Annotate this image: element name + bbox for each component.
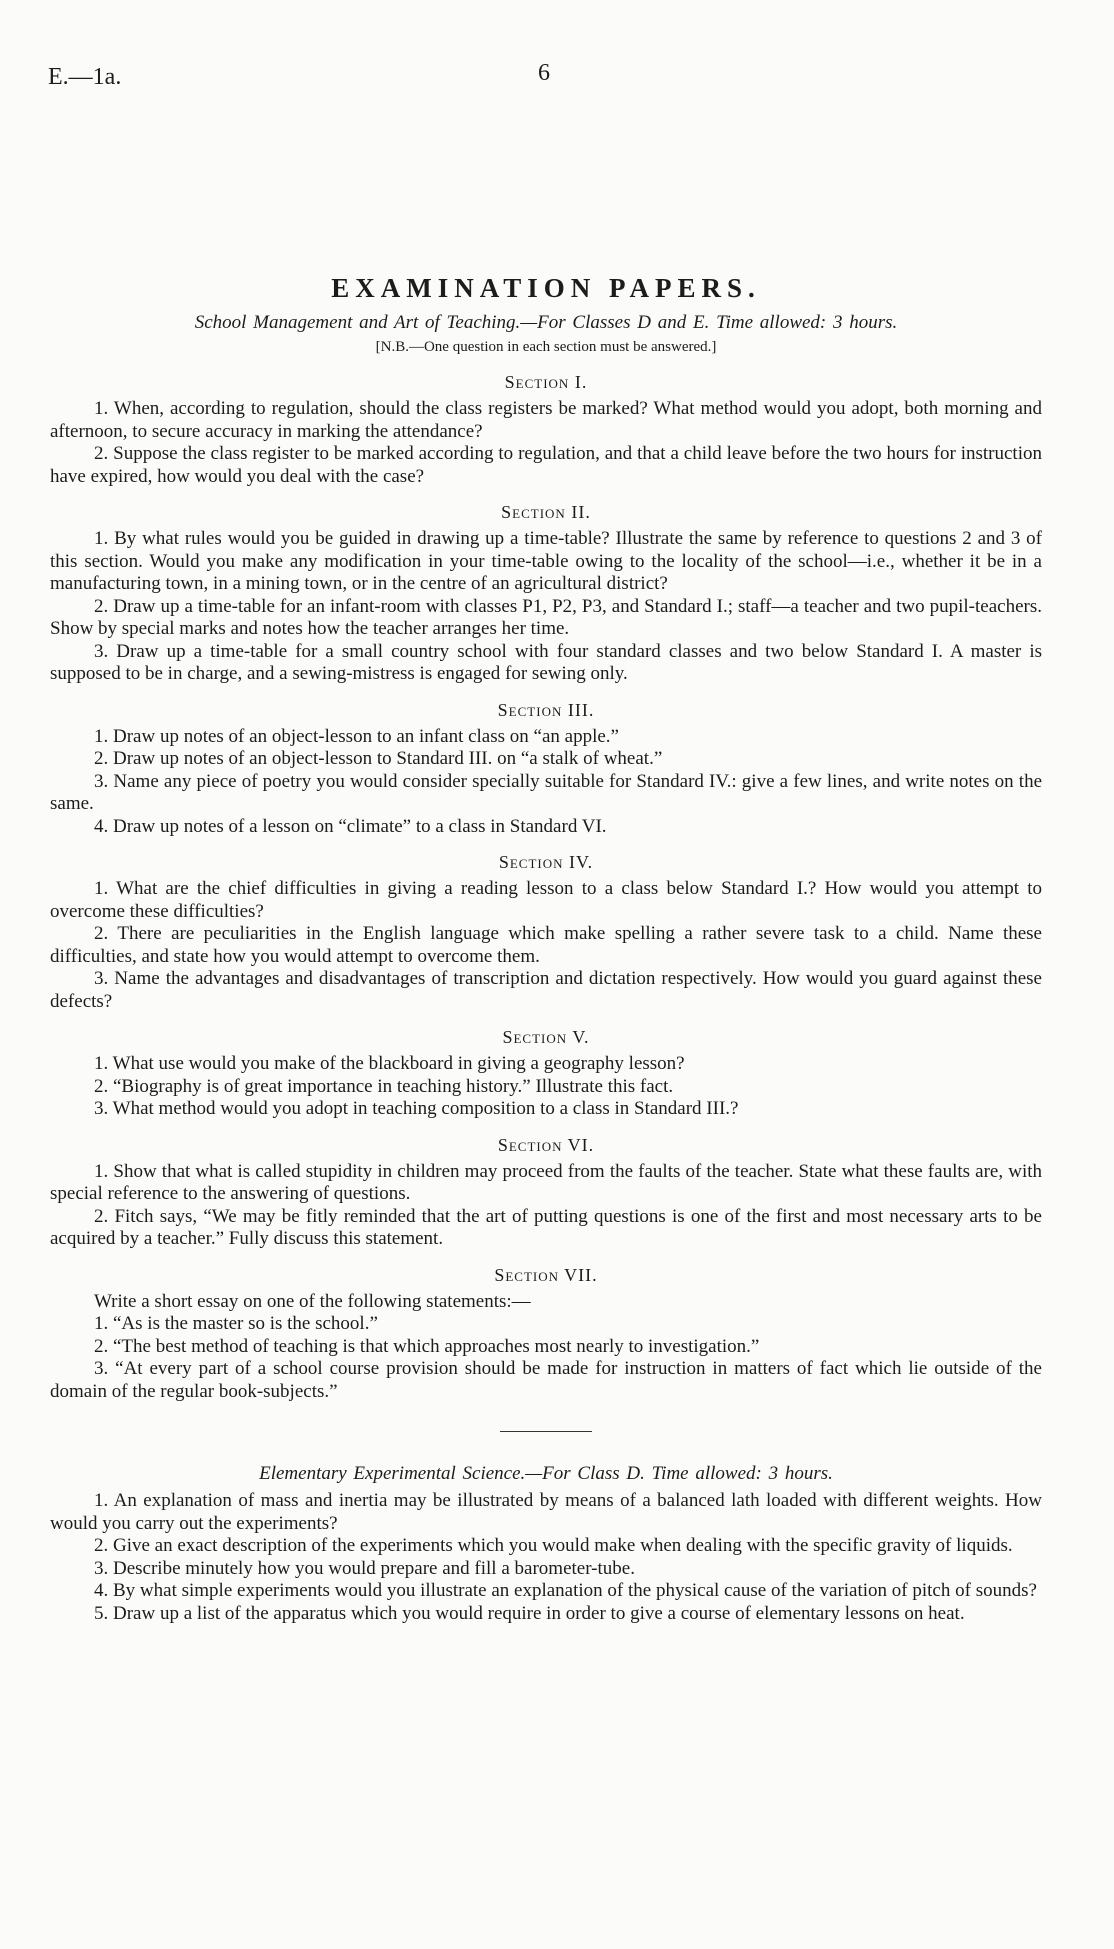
question: 4. By what simple experiments would you illustrate an explanation of the physical cause of the variation of pitch of sounds? <box>94 1580 1037 1601</box>
question: 5. Draw up a list of the apparatus which you would require in order to give a course of elementary lessons on heat. <box>94 1602 965 1624</box>
question: 2. Draw up notes of an object-lesson to Standard III. on “a stalk of wheat.” <box>94 748 663 769</box>
section-heading: Section II. <box>501 502 591 522</box>
section-5 <box>50 1025 1042 1121</box>
page-content <box>50 270 1042 1625</box>
page-title: EXAMINATION PAPERS. <box>331 273 761 303</box>
question: 2. Draw up a time-table for an infant-room with classes P1, P2, P3, and Standard I.; staff—a teacher and two pupil-teachers. Show by special marks and notes how the teacher arranges her time. <box>50 595 1042 639</box>
section-7 <box>50 1263 1042 1404</box>
section-heading: Section IV. <box>498 852 594 872</box>
paper-note: [N.B.—One question in each section must be answered.] <box>375 339 717 355</box>
question: 1. Show that what is called stupidity in children may proceed from the faults of the teacher. State what these faults are, with special reference to the answering of questions. <box>50 1160 1042 1204</box>
section-heading: Section V. <box>502 1027 590 1047</box>
question: 3. Draw up a time-table for a small country school with four standard classes and two below Standard I. A master is supposed to be in charge, and a sewing-mistress is engaged for sewing only. <box>50 640 1042 684</box>
section-heading: Section VI. <box>497 1134 595 1155</box>
page-number: 6 <box>538 60 550 86</box>
section-4 <box>50 850 1042 1013</box>
question: 3. Describe minutely how you would prepare and fill a barometer-tube. <box>94 1557 635 1579</box>
question: 1. “As is the master so is the school.” <box>94 1313 378 1334</box>
question: 2. There are peculiarities in the English language which make spelling a rather severe task to a child. Name these difficulties, and state how you would attempt to overcome them. <box>50 923 1042 967</box>
section-2 <box>50 500 1042 686</box>
question: 1. An explanation of mass and inertia may be illustrated by means of a balanced lath loaded with different weights. How would you carry out the experiments? <box>50 1490 1042 1534</box>
question: 2. Suppose the class register to be marked according to regulation, and that a child leave before the two hours for instruction have expired, how would you deal with the case? <box>50 443 1042 487</box>
section-heading: Section III. <box>497 699 595 720</box>
paper-subtitle: Elementary Experimental Science.—For Class D. Time allowed: 3 hours. <box>259 1463 833 1484</box>
question: 3. What method would you adopt in teaching composition to a class in Standard III.? <box>94 1098 739 1119</box>
section-heading: Section I. <box>504 372 588 392</box>
section-intro: Write a short essay on one of the following statements:— <box>94 1290 531 1312</box>
paper-subtitle: School Management and Art of Teaching.—For Classes D and E. Time allowed: 3 hours. <box>194 312 898 333</box>
question: 2. Give an exact description of the experiments which you would make when dealing with the specific gravity of liquids. <box>94 1535 1013 1556</box>
question: 1. What are the chief difficulties in giving a reading lesson to a class below Standard I.? How would you attempt to overcome these difficulties? <box>50 878 1042 922</box>
section-1 <box>50 370 1042 488</box>
question: 3. “At every part of a school course provision should be made for instruction in matters of fact which lie outside of the domain of the regular book-subjects.” <box>50 1358 1042 1402</box>
question: 2. “Biography is of great importance in teaching history.” Illustrate this fact. <box>94 1075 674 1097</box>
question: 3. Name the advantages and disadvantages of transcription and dictation respectively. How would you guard against these defects? <box>50 968 1042 1012</box>
question: 1. Draw up notes of an object-lesson to an infant class on “an apple.” <box>94 725 619 747</box>
section-heading: Section VII. <box>494 1264 598 1285</box>
question: 1. By what rules would you be guided in drawing up a time-table? Illustrate the same by reference to questions 2 and 3 of this section. Would you make any modification in your time-table owing to the locality of the school—i.e., whether it be in a manufacturing town, in a mining town, or in the centre of an agricultural district? <box>50 528 1042 594</box>
section-6 <box>50 1133 1042 1251</box>
document-code: E.—1a. <box>48 64 122 90</box>
question: 4. Draw up notes of a lesson on “climate” to a class in Standard VI. <box>94 815 607 837</box>
question: 1. What use would you make of the blackboard in giving a geography lesson? <box>94 1053 685 1074</box>
question: 3. Name any piece of poetry you would consider specially suitable for Standard IV.: give a few lines, and write notes on the same. <box>50 770 1042 814</box>
science-paper <box>50 1462 1042 1625</box>
section-3 <box>50 698 1042 839</box>
question: 1. When, according to regulation, should the class registers be marked? What method would you adopt, both morning and afternoon, to secure accuracy in marking the attendance? <box>50 398 1042 442</box>
divider-rule <box>500 1431 592 1432</box>
question: 2. “The best method of teaching is that which approaches most nearly to investigation.” <box>94 1335 760 1357</box>
question: 2. Fitch says, “We may be fitly reminded that the art of putting questions is one of the first and most necessary arts to be acquired by a teacher.” Fully discuss this statement. <box>50 1205 1042 1249</box>
